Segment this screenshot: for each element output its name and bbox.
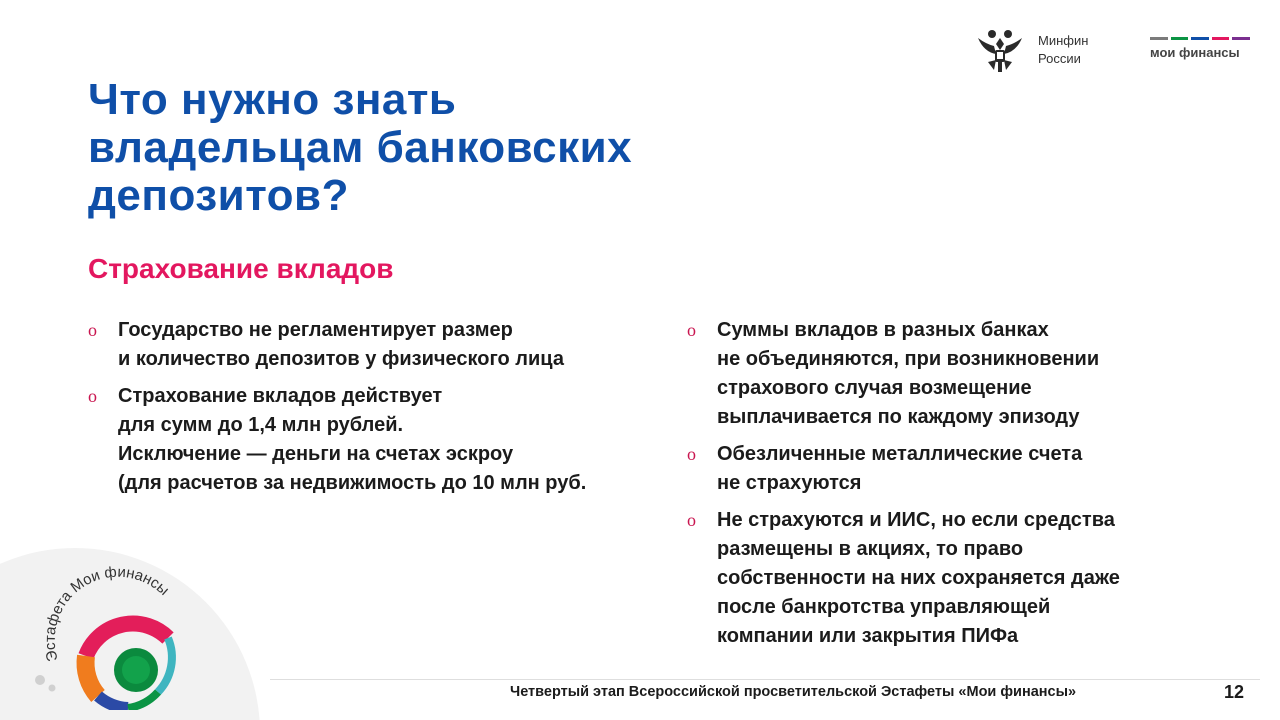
page-title	[88, 76, 848, 220]
color-bar-segment	[1171, 37, 1189, 40]
bullet-line: собственности на них сохраняется даже	[717, 567, 1120, 589]
right-bullet-list	[687, 316, 1187, 659]
color-bar-segment	[1150, 37, 1168, 40]
footer-text: Четвертый этап Всероссийской просветительской Эстафеты «Мои финансы»	[510, 684, 1077, 700]
badge-arc-text: Эстафета Мои финансы	[41, 563, 173, 664]
bullet-line: компании или закрытия ПИФа	[717, 625, 1019, 647]
bullet-line: (для расчетов за недвижимость до 10 млн руб.	[118, 472, 587, 494]
ring-segment-green	[128, 692, 158, 708]
color-bar-segment	[1232, 37, 1250, 40]
decor-dot	[35, 675, 45, 685]
bullet-text	[118, 382, 586, 498]
color-bar-segment	[1191, 37, 1209, 40]
minfin-line1: Минфин	[1038, 33, 1089, 48]
bullet-line: размещены в акциях, то право	[717, 538, 1024, 560]
bullet-line: Суммы вкладов в разных банках	[717, 319, 1049, 341]
bullet-marker-icon: o	[687, 444, 696, 464]
bullet-line: не объединяются, при возникновении	[717, 348, 1100, 370]
list-item	[687, 506, 1187, 651]
left-bullet-list	[88, 316, 668, 506]
bullet-marker-icon: o	[687, 320, 696, 340]
moi-finansy-text: мои финансы	[1150, 45, 1240, 60]
section-subtitle: Страхование вкладов	[88, 253, 394, 284]
title-line: депозитов?	[88, 171, 349, 220]
bullet-line: для сумм до 1,4 млн рублей.	[118, 414, 404, 436]
bullet-marker-icon: o	[88, 386, 97, 406]
bullet-line: не страхуются	[717, 472, 862, 494]
bullet-line: Обезличенные металлические счета	[717, 443, 1083, 465]
bullet-text	[717, 316, 1099, 432]
list-item	[88, 316, 668, 374]
bullet-line: и количество депозитов у физического лица	[118, 348, 564, 370]
title-line: Что нужно знать	[88, 75, 457, 124]
color-bar-segment	[1212, 37, 1230, 40]
title-line: владельцам банковских	[88, 123, 633, 172]
bullet-line: Страхование вкладов действует	[118, 385, 443, 407]
bullet-marker-icon: o	[88, 320, 97, 340]
bullet-line: выплачивается по каждому эпизоду	[717, 406, 1080, 428]
bullet-text	[118, 316, 564, 374]
ring-segment-teal	[158, 638, 172, 692]
list-item	[687, 316, 1187, 432]
bullet-line: Государство не регламентирует размер	[118, 319, 513, 341]
bullet-marker-icon: o	[687, 510, 696, 530]
decor-dot	[49, 685, 56, 692]
bullet-line: Исключение — деньги на счетах эскроу	[118, 443, 514, 465]
footer-divider	[270, 679, 1260, 680]
estafeta-badge-logo	[18, 560, 218, 710]
bullet-text	[717, 506, 1120, 651]
page-number: 12	[1224, 682, 1245, 702]
ring-segment-orange	[86, 656, 98, 696]
bullet-text	[717, 440, 1082, 498]
minfin-name	[1038, 32, 1098, 68]
bullet-line: после банкротства управляющей	[717, 596, 1051, 618]
list-item	[687, 440, 1187, 498]
badge-text	[42, 564, 173, 664]
moi-finansy-logo	[1150, 37, 1250, 60]
moi-finansy-color-bar	[1150, 37, 1250, 40]
minfin-line2: России	[1038, 51, 1081, 66]
ring-segment-blue	[98, 696, 128, 708]
bullet-line: страхового случая возмещение	[717, 377, 1032, 399]
coin-inner	[122, 656, 150, 684]
bullet-line: Не страхуются и ИИС, но если средства	[717, 509, 1115, 531]
double-headed-eagle-icon	[974, 24, 1026, 76]
minfin-logo	[974, 24, 1098, 76]
list-item	[88, 382, 668, 498]
